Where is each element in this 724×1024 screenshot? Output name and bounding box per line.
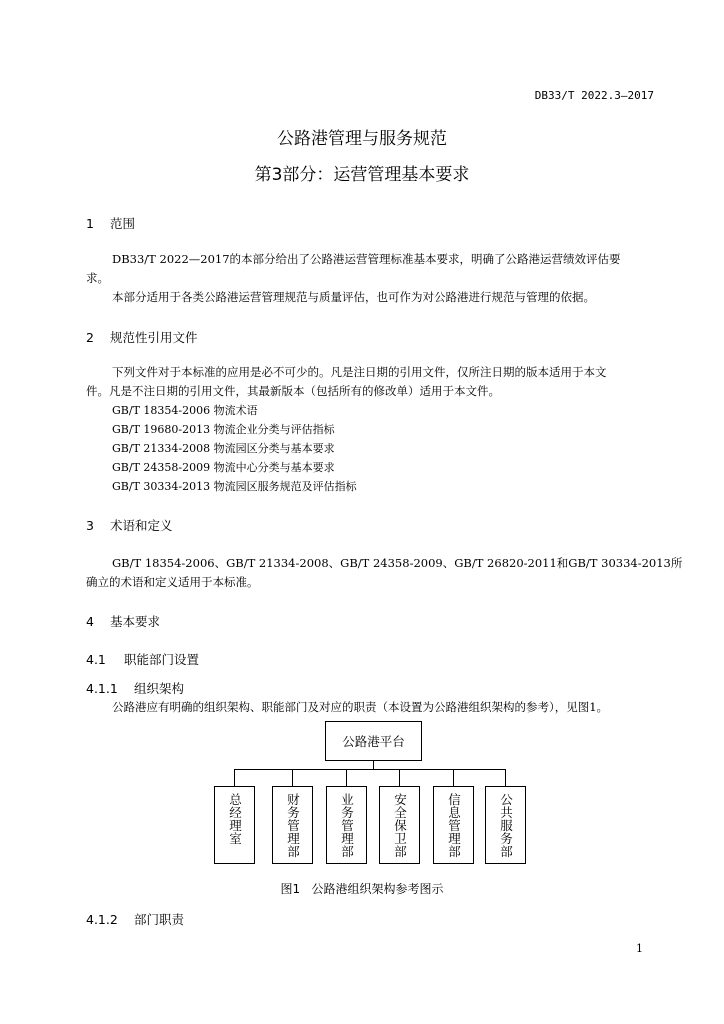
- org-dept-box: [272, 786, 313, 864]
- paragraph: 求。: [86, 271, 109, 285]
- document-subtitle: 第3部分：运营管理基本要求: [254, 165, 470, 185]
- section-title: 基本要求: [109, 614, 160, 629]
- connector-line: [346, 769, 347, 786]
- section-title: 部门职责: [133, 912, 184, 927]
- section-number: 4.1.1: [86, 681, 118, 696]
- section-3-heading: [86, 516, 173, 534]
- org-dept-box: [326, 786, 367, 864]
- section-title: 范围: [109, 216, 135, 231]
- figure-caption-number: 图1: [280, 882, 301, 896]
- reference-item: GB/T 30334-2013 物流园区服务规范及评估指标: [112, 480, 357, 493]
- standard-code: DB33/T 2022.3—2017: [534, 89, 654, 102]
- paragraph: DB33/T 2022—2017的本部分给出了公路港运营管理标准基本要求，明确了公路港运营绩效评估要: [112, 252, 621, 266]
- section-number: 4.1.2: [86, 912, 118, 927]
- section-title: 组织架构: [133, 681, 184, 696]
- org-top-box: [325, 721, 422, 761]
- org-dept-label: 安全保卫部: [392, 793, 408, 858]
- page-number: 1: [636, 942, 643, 955]
- figure-caption-text: 公路港组织架构参考图示: [311, 882, 444, 896]
- section-title: 职能部门设置: [123, 652, 199, 667]
- paragraph: 本部分适用于各类公路港运营管理规范与质量评估，也可作为对公路港进行规范与管理的依据。: [112, 290, 595, 304]
- connector-line: [453, 769, 454, 786]
- connector-line: [505, 769, 506, 786]
- connector-line: [234, 769, 235, 786]
- reference-item: GB/T 21334-2008 物流园区分类与基本要求: [112, 442, 335, 455]
- section-4-1-2-heading: [86, 910, 184, 928]
- paragraph: 确立的术语和定义适用于本标准。: [86, 575, 259, 589]
- org-dept-label: 总经理室: [227, 793, 243, 845]
- org-dept-label: 业务管理部: [339, 793, 355, 858]
- reference-item: GB/T 19680-2013 物流企业分类与评估指标: [112, 423, 335, 436]
- document-title: 公路港管理与服务规范: [277, 129, 447, 149]
- figure-caption: [0, 880, 724, 897]
- section-number: 4.1: [86, 652, 106, 667]
- org-dept-box: [485, 786, 526, 864]
- section-1-heading: [86, 214, 135, 232]
- org-dept-box: [214, 786, 255, 864]
- paragraph: 件。凡是不注日期的引用文件，其最新版本（包括所有的修改单）适用于本文件。: [86, 384, 500, 398]
- section-4-1-1-heading: [86, 679, 184, 697]
- org-dept-box: [379, 786, 420, 864]
- org-dept-label: 公共服务部: [498, 793, 514, 858]
- org-dept-box: [433, 786, 474, 864]
- section-number: 4: [86, 614, 94, 629]
- section-2-heading: [86, 328, 198, 346]
- org-dept-label: 财务管理部: [285, 793, 301, 858]
- section-number: 2: [86, 330, 94, 345]
- section-number: 3: [86, 518, 94, 533]
- section-4-1-heading: [86, 650, 199, 668]
- org-dept-label: 信息管理部: [446, 793, 462, 858]
- reference-item: GB/T 24358-2009 物流中心分类与基本要求: [112, 461, 335, 474]
- connector-line: [292, 769, 293, 786]
- section-4-heading: [86, 612, 160, 630]
- section-title: 术语和定义: [109, 518, 173, 533]
- reference-item: GB/T 18354-2006 物流术语: [112, 404, 258, 417]
- section-number: 1: [86, 216, 94, 231]
- paragraph: 公路港应有明确的组织架构、职能部门及对应的职责（本设置为公路港组织架构的参考），见图1。: [112, 700, 609, 714]
- org-top-label: 公路港平台: [342, 734, 405, 749]
- paragraph: GB/T 18354-2006、GB/T 21334-2008、GB/T 24358-2009、GB/T 26820-2011和GB/T 30334-2013所: [112, 556, 683, 570]
- connector-line: [234, 769, 506, 770]
- connector-line: [399, 769, 400, 786]
- section-title: 规范性引用文件: [109, 330, 198, 345]
- paragraph: 下列文件对于本标准的应用是必不可少的。凡是注日期的引用文件，仅所注日期的版本适用于本文: [112, 365, 607, 379]
